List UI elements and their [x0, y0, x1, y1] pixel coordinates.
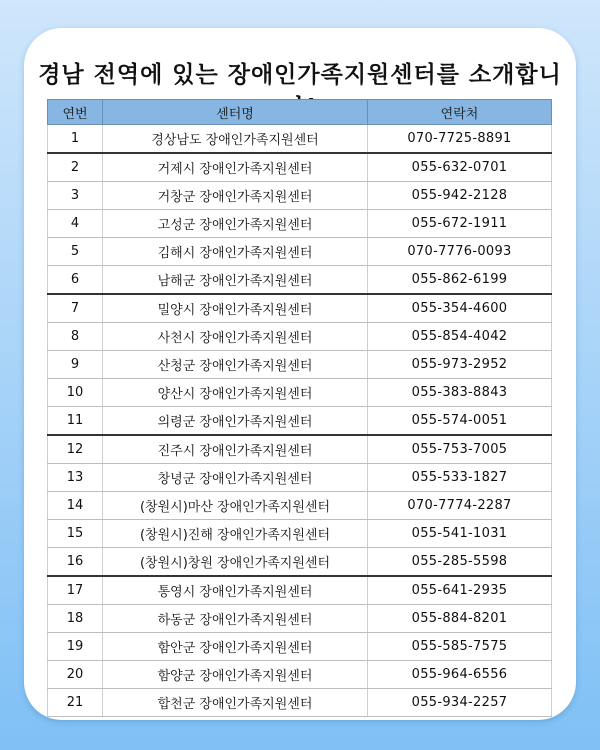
table-row — [48, 435, 552, 464]
contact-phone: 055-641-2935 — [368, 576, 552, 605]
center-name: 남해군 장애인가족지원센터 — [103, 266, 368, 295]
center-name: 거창군 장애인가족지원센터 — [103, 182, 368, 210]
table-row — [48, 351, 552, 379]
row-number: 18 — [48, 605, 103, 633]
table-body — [48, 125, 552, 717]
table-row — [48, 576, 552, 605]
table-row — [48, 661, 552, 689]
contact-phone: 055-942-2128 — [368, 182, 552, 210]
center-name: 경상남도 장애인가족지원센터 — [103, 125, 368, 154]
row-number: 12 — [48, 435, 103, 464]
contact-phone: 055-753-7005 — [368, 435, 552, 464]
center-name: 함양군 장애인가족지원센터 — [103, 661, 368, 689]
row-number: 3 — [48, 182, 103, 210]
contact-phone: 055-973-2952 — [368, 351, 552, 379]
row-number: 19 — [48, 633, 103, 661]
table-row — [48, 492, 552, 520]
table-row — [48, 323, 552, 351]
table-row — [48, 548, 552, 577]
header-contact: 연락처 — [368, 100, 552, 125]
center-name: (창원시)창원 장애인가족지원센터 — [103, 548, 368, 577]
contact-phone: 070-7774-2287 — [368, 492, 552, 520]
center-name: (창원시)진해 장애인가족지원센터 — [103, 520, 368, 548]
table-row — [48, 182, 552, 210]
table-row — [48, 689, 552, 717]
contact-phone: 055-884-8201 — [368, 605, 552, 633]
center-name: 밀양시 장애인가족지원센터 — [103, 294, 368, 323]
row-number: 13 — [48, 464, 103, 492]
contact-phone: 070-7776-0093 — [368, 238, 552, 266]
contact-phone: 055-934-2257 — [368, 689, 552, 717]
row-number: 4 — [48, 210, 103, 238]
contact-phone: 055-854-4042 — [368, 323, 552, 351]
page-title: 경남 전역에 있는 장애인가족지원센터를 소개합니 — [38, 62, 562, 88]
center-name: 양산시 장애인가족지원센터 — [103, 379, 368, 407]
contact-phone: 055-383-8843 — [368, 379, 552, 407]
row-number: 15 — [48, 520, 103, 548]
row-number: 5 — [48, 238, 103, 266]
center-name: 김해시 장애인가족지원센터 — [103, 238, 368, 266]
contact-phone: 055-354-4600 — [368, 294, 552, 323]
center-name: 통영시 장애인가족지원센터 — [103, 576, 368, 605]
row-number: 1 — [48, 125, 103, 154]
row-number: 11 — [48, 407, 103, 436]
row-number: 2 — [48, 153, 103, 182]
table-row — [48, 520, 552, 548]
table-header-row — [48, 100, 552, 125]
content-card — [24, 28, 576, 720]
row-number: 7 — [48, 294, 103, 323]
row-number: 14 — [48, 492, 103, 520]
center-name: 거제시 장애인가족지원센터 — [103, 153, 368, 182]
center-name: 하동군 장애인가족지원센터 — [103, 605, 368, 633]
table-row — [48, 605, 552, 633]
table-row — [48, 294, 552, 323]
row-number: 8 — [48, 323, 103, 351]
row-number: 17 — [48, 576, 103, 605]
row-number: 16 — [48, 548, 103, 577]
table-row — [48, 153, 552, 182]
center-name: 창녕군 장애인가족지원센터 — [103, 464, 368, 492]
table-row — [48, 210, 552, 238]
header-center-name: 센터명 — [103, 100, 368, 125]
table-row — [48, 379, 552, 407]
contact-phone: 070-7725-8891 — [368, 125, 552, 154]
center-name: 진주시 장애인가족지원센터 — [103, 435, 368, 464]
contact-phone: 055-285-5598 — [368, 548, 552, 577]
row-number: 6 — [48, 266, 103, 295]
contact-phone: 055-533-1827 — [368, 464, 552, 492]
table-row — [48, 407, 552, 436]
row-number: 21 — [48, 689, 103, 717]
table-row — [48, 125, 552, 154]
center-name: 고성군 장애인가족지원센터 — [103, 210, 368, 238]
row-number: 20 — [48, 661, 103, 689]
row-number: 10 — [48, 379, 103, 407]
center-name: 함안군 장애인가족지원센터 — [103, 633, 368, 661]
contact-phone: 055-862-6199 — [368, 266, 552, 295]
contact-phone: 055-585-7575 — [368, 633, 552, 661]
contact-phone: 055-964-6556 — [368, 661, 552, 689]
header-number: 연번 — [48, 100, 103, 125]
center-name: 의령군 장애인가족지원센터 — [103, 407, 368, 436]
contact-phone: 055-632-0701 — [368, 153, 552, 182]
contact-phone: 055-541-1031 — [368, 520, 552, 548]
contact-phone: 055-672-1911 — [368, 210, 552, 238]
table-row — [48, 238, 552, 266]
center-name: 산청군 장애인가족지원센터 — [103, 351, 368, 379]
table-row — [48, 266, 552, 295]
table-row — [48, 464, 552, 492]
center-name: (창원시)마산 장애인가족지원센터 — [103, 492, 368, 520]
center-table — [47, 99, 552, 717]
center-name: 합천군 장애인가족지원센터 — [103, 689, 368, 717]
row-number: 9 — [48, 351, 103, 379]
table-row — [48, 633, 552, 661]
center-name: 사천시 장애인가족지원센터 — [103, 323, 368, 351]
contact-phone: 055-574-0051 — [368, 407, 552, 436]
